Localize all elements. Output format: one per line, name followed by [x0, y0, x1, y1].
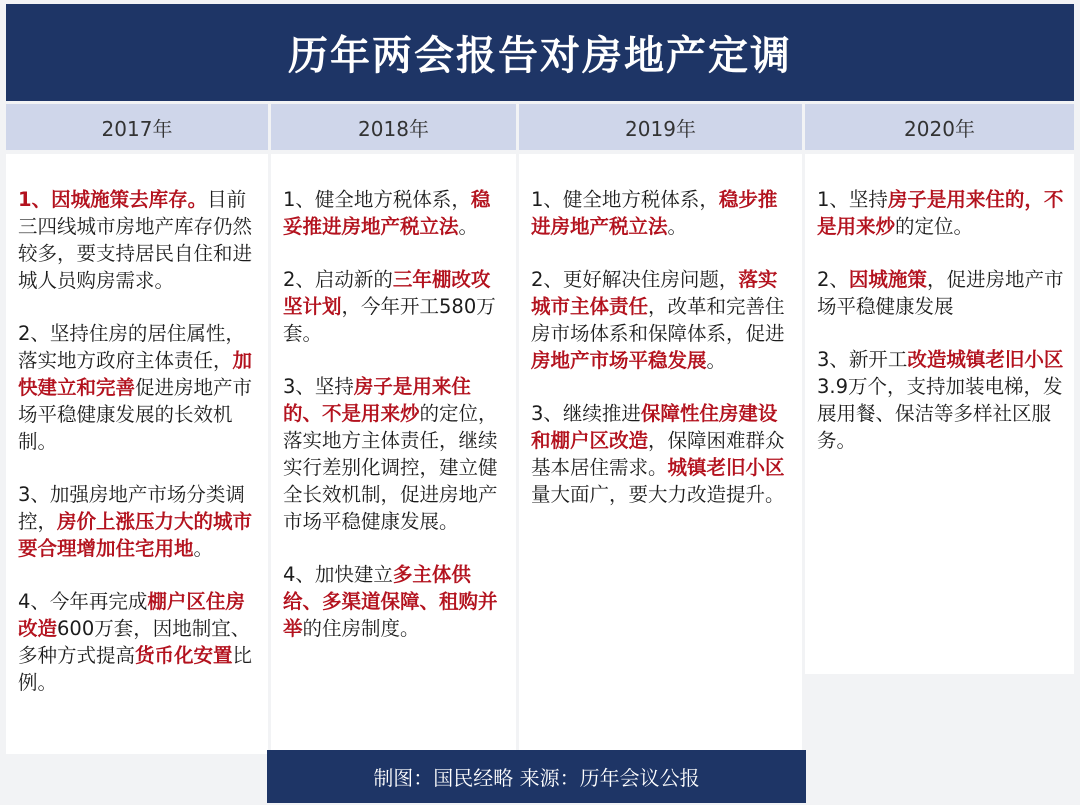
- highlight-text: 房地产市场平稳发展: [531, 349, 707, 372]
- policy-item: [18, 588, 258, 696]
- title-banner: [6, 4, 1074, 101]
- highlight-text: 1、因城施策去库存。: [18, 188, 208, 211]
- body-text: 3、新开工: [817, 348, 908, 371]
- highlight-text: 因城施策: [848, 268, 927, 291]
- policy-item: [817, 266, 1064, 320]
- body-text: 目前三四线城市房地产库存仍然较多，要支持居民自住和进城人员购房需求。: [18, 188, 253, 292]
- body-text: 1、健全地方税体系，: [531, 188, 719, 211]
- body-text: 。: [458, 215, 479, 238]
- body-text: 600万套，因地制宜、多种方式提高: [18, 617, 251, 667]
- body-text: ，改革和完善住房市场体系和保障体系，促进: [531, 295, 785, 345]
- body-text: 。: [667, 215, 688, 238]
- column-2020: [805, 104, 1074, 754]
- highlight-text: 改造城镇老旧小区: [907, 348, 1064, 371]
- policy-item: [283, 186, 506, 240]
- policy-table: [6, 104, 1074, 754]
- highlight-text: 保障性住房建设和棚户区改造: [531, 402, 778, 452]
- column-2018: [271, 104, 516, 754]
- body-text: 3、继续推进: [531, 402, 641, 425]
- source-caption: 制图：国民经略 来源：历年会议公报: [267, 750, 806, 803]
- body-text: 的住房制度。: [302, 617, 420, 640]
- highlight-text: 稳步推进房地产税立法: [531, 188, 778, 238]
- body-text: 。: [193, 537, 214, 560]
- policy-item: [283, 561, 506, 642]
- policy-item: [18, 481, 258, 562]
- column-header: 2018年: [271, 104, 516, 150]
- column-2019: [519, 104, 802, 754]
- body-text: ，今年开工580万套。: [283, 295, 496, 345]
- policy-item: [817, 186, 1064, 240]
- body-text: 3.9万个，支持加装电梯，发展用餐、保洁等多样社区服务。: [817, 375, 1063, 452]
- body-text: 1、健全地方税体系，: [283, 188, 471, 211]
- highlight-text: 棚户区住房改造: [18, 590, 245, 640]
- policy-item: [18, 320, 258, 455]
- policy-item: [283, 266, 506, 347]
- body-text: 2、: [817, 268, 849, 291]
- highlight-text: 加快建立和完善: [18, 349, 253, 399]
- highlight-text: 稳妥推进房地产税立法: [283, 188, 491, 238]
- column-body: [519, 154, 802, 754]
- highlight-text: 房子是用来住的，不是用来炒: [817, 188, 1064, 238]
- policy-item: [531, 400, 792, 508]
- highlight-text: 多主体供给、多渠道保障、租购并举: [283, 563, 498, 640]
- body-text: 4、今年再完成: [18, 590, 148, 613]
- page-title: 历年两会报告对房地产定调: [288, 33, 792, 79]
- highlight-text: 货币化安置: [135, 644, 233, 667]
- body-text: 3、加强房地产市场分类调控，: [18, 483, 245, 533]
- column-header: 2017年: [6, 104, 268, 150]
- highlight-text: 落实城市主体责任: [531, 268, 778, 318]
- body-text: 2、坚持住房的居住属性，落实地方政府主体责任，: [18, 322, 245, 372]
- highlight-text: 房子是用来住的、不是用来炒: [283, 375, 471, 425]
- column-body: [805, 154, 1074, 674]
- body-text: 比例。: [18, 644, 253, 694]
- body-text: 1、坚持: [817, 188, 888, 211]
- body-text: ，保障困难群众基本居住需求。: [531, 429, 785, 479]
- body-text: 的定位，落实地方主体责任，继续实行差别化调控，建立健全长效机制，促进房地产市场平稳健康发展。: [283, 402, 498, 533]
- body-text: 2、更好解决住房问题，: [531, 268, 739, 291]
- body-text: 2、启动新的: [283, 268, 393, 291]
- policy-item: [18, 186, 258, 294]
- body-text: 4、加快建立: [283, 563, 393, 586]
- body-text: 量大面广，要大力改造提升。: [531, 483, 785, 506]
- body-text: 促进房地产市场平稳健康发展的长效机制。: [18, 376, 253, 453]
- body-text: 。: [706, 349, 727, 372]
- body-text: 的定位。: [895, 215, 974, 238]
- policy-item: [283, 373, 506, 535]
- column-body: [271, 154, 516, 754]
- column-header: 2020年: [805, 104, 1074, 150]
- policy-item: [531, 266, 792, 374]
- highlight-text: 城镇老旧小区: [667, 456, 785, 479]
- column-body: [6, 154, 268, 754]
- highlight-text: 三年棚改攻坚计划: [283, 268, 491, 318]
- body-text: 3、坚持: [283, 375, 354, 398]
- policy-item: [817, 346, 1064, 454]
- body-text: ，促进房地产市场平稳健康发展: [817, 268, 1064, 318]
- column-header: 2019年: [519, 104, 802, 150]
- column-2017: [6, 104, 268, 754]
- policy-item: [531, 186, 792, 240]
- highlight-text: 房价上涨压力大的城市要合理增加住宅用地: [18, 510, 253, 560]
